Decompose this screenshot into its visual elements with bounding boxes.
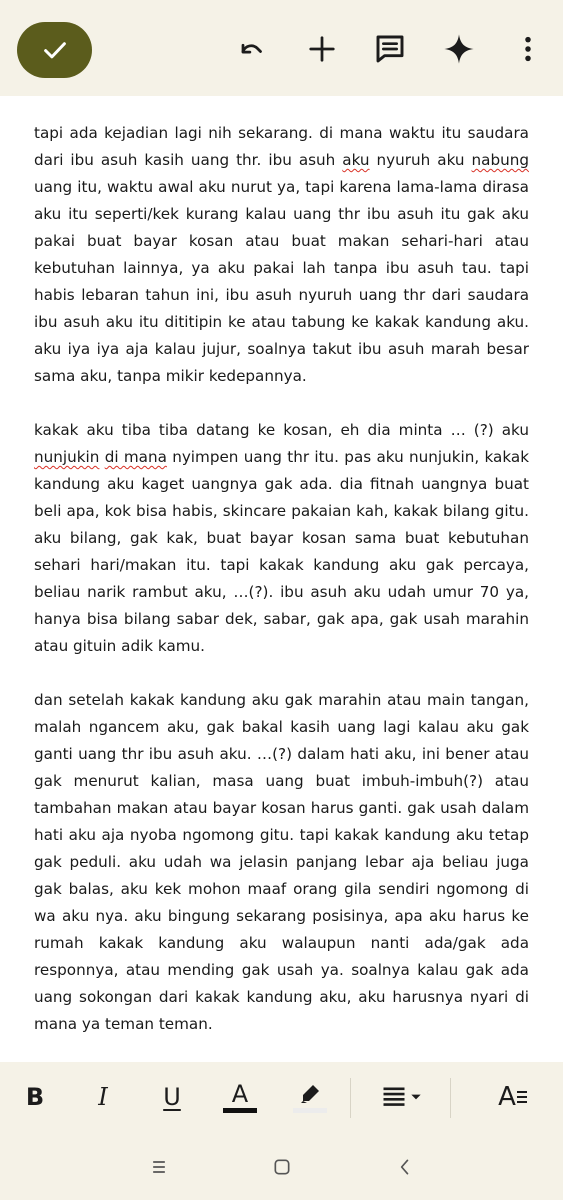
text-color-swatch [223,1108,257,1113]
add-icon [307,34,337,64]
more-options-button[interactable] [512,33,544,65]
text-style-label: A [498,1082,516,1112]
home-button[interactable] [269,1154,295,1180]
recents-icon [149,1157,169,1177]
bold-label: B [25,1083,45,1111]
misspelled-word: nunjukin [34,448,100,466]
document-paragraph[interactable] [34,120,529,390]
italic-label: I [98,1083,108,1111]
text-style-button[interactable] [496,1080,530,1114]
back-icon [395,1157,415,1177]
paragraph-text: uang itu, waktu awal aku nurut ya, tapi karena lama-lama dirasa aku itu seperti/kek kurang kalau uang thr ibu asuh itu gak aku pakai buat bayar kosan atau buat makan sehari-hari atau kebutuhan lainnya, ya aku pakai lah tanpa ibu asuh tau. tapi habis lebaran tahun ini, ibu asuh nyuruh uang thr dari saudara ibu asuh aku itu dititipin ke atau tabung ke kakak kandung aku. aku iya iya aja kalau jujur, soalnya takut ibu asuh marah besar sama aku, tanpa mikir kedepannya. [34,178,529,385]
add-button[interactable] [306,33,338,65]
done-button[interactable] [17,22,92,78]
misspelled-word: di mana [104,448,167,466]
document-editor[interactable] [0,96,563,1062]
text-color-label: A [231,1079,249,1108]
toolbar-divider [450,1078,451,1118]
paragraph-text: kakak aku tiba tiba datang ke kosan, eh dia minta … (?) aku [34,421,529,439]
paragraph-text: dan setelah kakak kandung aku gak marahin atau main tangan, malah ngancem aku, gak bakal kasih uang lagi kalau aku gak ganti uang thr ibu asuh aku. …(?) dalam hati aku, ini bener atau gak menurut kalian, masa uang buat imbuh-imbuh(?) atau tambahan makan atau bayar kosan harus ganti. gak usah dalam hati aku aja nyoba ngomong gitu. tapi kakak kandung aku tetap gak peduli. aku udah wa jelasin panjang lebar aja beliau juga gak balas, aku kek mohon maaf orang gila sendiri ngomong di wa aku nya. aku bingung sekarang posisinya, apa aku harus ke rumah kakak kandung aku walaupun nanti ada/gak ada responnya, atau mending gak usah ya. soalnya kalau gak ada uang sokongan dari kakak kandung aku, aku harusnya nyari di mana ya teman teman. [34,691,529,1033]
highlight-swatch [293,1108,327,1113]
text-color-button[interactable] [222,1080,258,1114]
top-toolbar [0,0,563,96]
dropdown-arrow-icon [409,1090,423,1104]
back-button[interactable] [392,1154,418,1180]
ai-assist-button[interactable] [443,33,475,65]
system-nav-bar [0,1132,563,1200]
paragraph-text: nyimpen uang thr itu. pas aku nunjukin, kakak kandung aku kaget uangnya gak ada. dia fitnah uangnya buat beli apa, kok bisa habis, skincare pakaian kah, kakak bilang gitu. aku bilang, gak kak, buat bayar kosan sama buat kebutuhan sehari hari/makan itu. tapi kakak kandung aku gak percaya, beliau narik rambut aku, …(?). ibu asuh aku udah umur 70 ya, hanya bisa bilang sabar dek, sabar, gak apa, gak usah marahin atau gituin adik kamu. [34,448,529,655]
misspelled-word: nabung [471,151,529,169]
comment-button[interactable] [374,33,406,65]
more-vert-icon [513,34,543,64]
recents-button[interactable] [146,1154,172,1180]
misspelled-word: aku [342,151,370,169]
underline-label: U [163,1083,181,1111]
paragraph-text: tapi ada kejadian lagi nih sekarang. di mana waktu itu saudara dari ibu asuh kasih uang thr. ibu asuh [34,124,529,169]
paragraph-text: nyuruh aku [369,151,472,169]
highlighter-icon [297,1082,323,1106]
undo-icon [238,34,268,64]
align-justify-icon [379,1083,409,1111]
document-body[interactable] [34,120,529,1065]
home-icon [272,1157,292,1177]
toolbar-divider [350,1078,351,1118]
align-dropdown[interactable] [375,1080,427,1114]
document-paragraph[interactable] [34,417,529,660]
undo-button[interactable] [237,33,269,65]
document-paragraph[interactable] [34,687,529,1038]
sparkle-icon [443,33,475,65]
highlight-button[interactable] [292,1080,328,1114]
bold-button[interactable] [20,1080,50,1114]
italic-button[interactable] [88,1080,118,1114]
comment-icon [374,33,406,65]
check-icon [40,35,70,65]
underline-button[interactable] [157,1080,187,1114]
lines-icon [516,1087,528,1107]
format-toolbar [0,1062,563,1132]
